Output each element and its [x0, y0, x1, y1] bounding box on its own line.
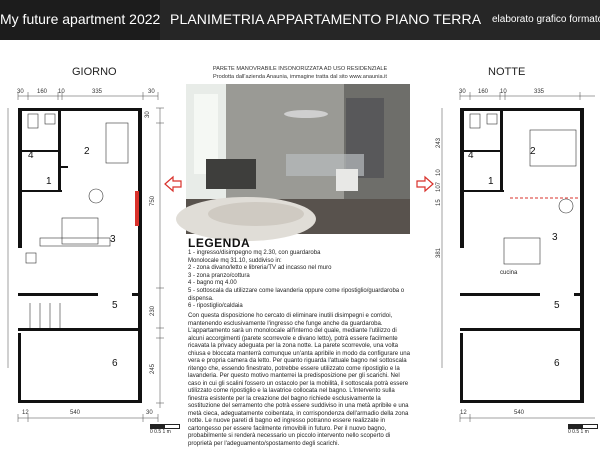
room-number: 6: [554, 358, 560, 369]
day-scale-bar: [150, 424, 180, 435]
scale-bar-label: 0 0.5 1 m: [568, 429, 589, 435]
dim-label: 10: [436, 169, 442, 176]
format-note: elaborato grafico formato A: [492, 14, 612, 25]
room-number: 5: [112, 300, 118, 311]
legend-item: 6 - ripostiglio/caldaia: [188, 303, 243, 310]
room-number: 5: [554, 300, 560, 311]
legend-item: 3 - zona pranzo/cottura: [188, 272, 250, 279]
night-floor-plan: [430, 78, 600, 438]
legend-list: [188, 250, 412, 311]
night-plan-title: NOTTE: [488, 66, 526, 78]
title-bar: [0, 0, 612, 40]
dim-label: 245: [150, 363, 156, 374]
project-description: Con questa disposizione ho cercato di eliminare inutili disimpegni e corridoi, mantenendo esclusivamente l'ingresso che funge anche da guardaroba. L'appartamento sarà un monolocale all'interno del quale, mediante l'utilizzo di alcuni accorgimenti (parete scorrevole e divano letto), potrà essere facilmente ricavata la privacy adeguata per la zona notte. La parete scorrevole, una volta chiusa e bloccata manterrà comunque un'anta apribile in modo da configurare una vera e propria camera da letto. Per quanto riguarda l'attuale bagno nel sottoscala ritengo che, essendo finestrato, potrebbe essere utilizzato come ripostiglio e la lavanderia. Per questo motivo manterrei la predisposizione per gli scarichi. Nel caso in cui gli scalini fossero un ostacolo per la mobilità, il sottoscala potrà essere utilizzato come ripostiglio e la lavatrice collocata nel bagno. L'intervento sulla finestra esistente per la creazione del bagno richiede esclusivamente la sostituzione del serramento che potrà essere suddiviso in una metà apribile e una metà cieca, adeguatamente coibentata, in corrispondenza dell'armadio della zona notte. Le nuove pareti di bagno ed ingresso potranno essere realizzate in cartongesso per essere facilmente rimovibili in futuro. Per il nuovo bagno, probabilmente si renderà necessario un piccolo intervento nello scoperto di proprietà per l'adeguamento/spostamento degli scarichi.: [188, 312, 411, 447]
room-number: 2: [530, 146, 536, 157]
dim-label: 243: [436, 137, 442, 148]
dim-label: 335: [534, 89, 545, 95]
dim-label: 540: [514, 410, 525, 416]
dim-label: 12: [460, 410, 467, 416]
dim-label: 30: [145, 111, 151, 118]
dim-label: 160: [478, 89, 489, 95]
product-caption: PARETE MANOVRABILE INSONORIZZATA AD USO RESIDENZIALE: [212, 66, 388, 72]
room-number: 1: [488, 176, 494, 187]
room-number: 3: [110, 234, 116, 245]
dim-label: 30: [17, 89, 24, 95]
day-plan-title: GIORNO: [72, 66, 117, 78]
legend-item: 4 - bagno mq 4.00: [188, 280, 237, 287]
room-number: 4: [28, 150, 34, 161]
legend-title: LEGENDA: [188, 236, 251, 250]
legend-item: 5 - sottoscala da utilizzare come lavanderia oppure come ripostiglio/guardaroba o dispensa.: [188, 287, 405, 302]
room-number: 2: [84, 146, 90, 157]
dim-label: 30: [146, 410, 153, 416]
product-source: Prodotta dall'azienda Anaunia, immagine tratta dal sito www.anaunia.it: [213, 74, 387, 80]
legend-item: 2 - zona divano/letto e libreria/TV ad incasso nel muro: [188, 265, 332, 272]
left-arrow-icon: [164, 176, 182, 192]
dim-label: 12: [22, 410, 29, 416]
project-title: My future apartment 2022: [0, 11, 161, 27]
dim-label: 230: [150, 305, 156, 316]
dim-label: 30: [148, 89, 155, 95]
room-number: 3: [552, 232, 558, 243]
day-floor-plan: [0, 78, 170, 438]
legend-item: 1 - ingresso/disimpegno mq 2.30, con guardaroba: [188, 250, 321, 256]
dim-label: 160: [37, 89, 48, 95]
dim-label: 10: [500, 89, 507, 95]
dim-label: 750: [150, 195, 156, 206]
room-number: 4: [468, 150, 474, 161]
dim-label: 335: [92, 89, 103, 95]
interior-photo: [186, 84, 410, 234]
dim-label: 107: [436, 181, 442, 192]
dim-label: 15: [436, 199, 442, 206]
dim-label: 381: [436, 247, 442, 258]
room-number: 6: [112, 358, 118, 369]
night-scale-bar: [568, 424, 598, 435]
right-arrow-icon: [416, 176, 434, 192]
page-title: PLANIMETRIA APPARTAMENTO PIANO TERRA: [170, 11, 482, 27]
dim-label: 10: [58, 89, 65, 95]
scale-bar-label: 0 0.5 1 m: [150, 429, 171, 435]
room-number: 1: [46, 176, 52, 187]
dim-label: 30: [459, 89, 466, 95]
dim-label: 540: [70, 410, 81, 416]
legend-item: Monolocale mq 31.10, suddiviso in:: [188, 257, 282, 264]
kitchen-label: cucina: [500, 270, 518, 276]
